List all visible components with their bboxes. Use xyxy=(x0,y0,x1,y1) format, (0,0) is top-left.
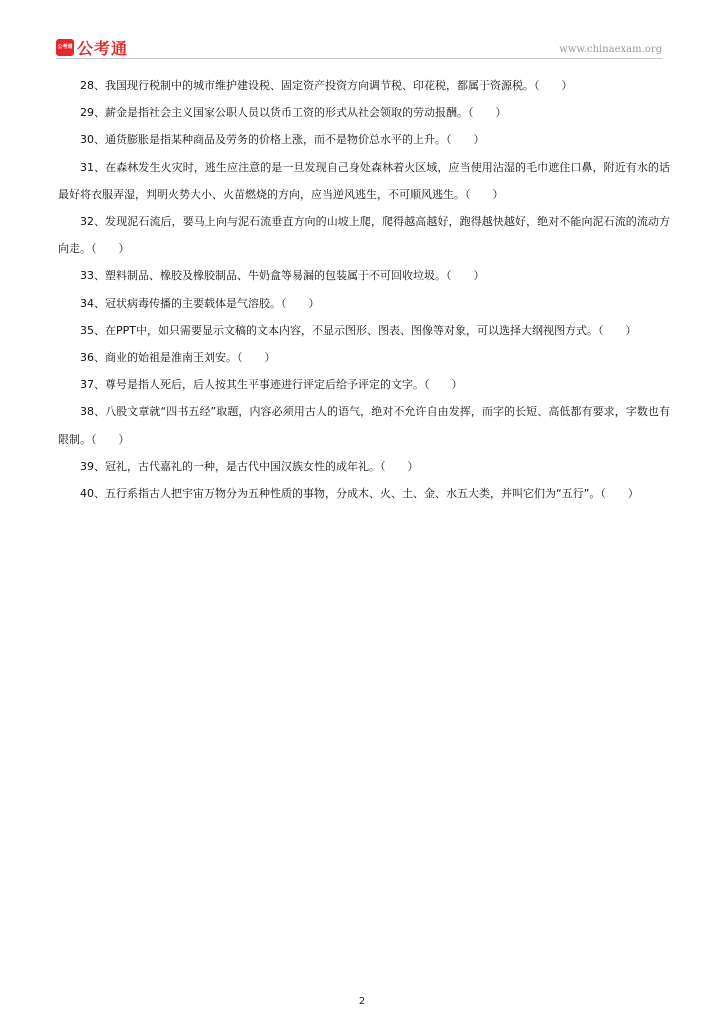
question-item xyxy=(58,480,670,507)
question-item xyxy=(58,453,670,480)
answer-blank: （ ） xyxy=(468,106,507,120)
answer-blank: （ ） xyxy=(446,133,485,147)
question-item xyxy=(58,262,670,289)
question-item xyxy=(58,154,670,208)
question-number: 32、 xyxy=(80,215,106,229)
question-text: 八股文章就“四书五经”取题，内容必须用古人的语气，绝对不允许自由发挥，而字的长短、高低都有要求，字数也有限制。 xyxy=(58,405,670,446)
question-number: 39、 xyxy=(80,459,105,473)
logo-text: 公考通 xyxy=(77,39,129,58)
answer-blank: （ ） xyxy=(597,323,637,337)
question-text: 冠礼，古代嘉礼的一种，是古代中国汉族女性的成年礼。 xyxy=(105,459,380,473)
question-item xyxy=(58,126,670,153)
answer-blank: （ ） xyxy=(534,79,573,92)
question-text: 发现泥石流后，要马上向与泥石流垂直方向的山坡上爬，爬得越高越好，跑得越快越好，绝对不能向泥石流的流动方向走。 xyxy=(58,215,670,256)
answer-blank: （ ） xyxy=(91,242,130,256)
question-number: 35、 xyxy=(80,323,105,337)
question-text: 在PPT中，如只需要显示文稿的文本内容，不显示图形、图表、图像等对象，可以选择大纲视图方式。 xyxy=(105,323,598,337)
question-item xyxy=(58,398,670,452)
question-number: 38、 xyxy=(80,405,106,419)
answer-blank: （ ） xyxy=(465,187,504,201)
question-text: 五行系指古人把宇宙万物分为五种性质的事物，分成木、火、土、金、水五大类，并叫它们为“五行”。 xyxy=(105,487,601,501)
question-number: 29、 xyxy=(80,106,105,120)
question-number: 36、 xyxy=(80,351,105,365)
question-text: 薪金是指社会主义国家公职人员以货币工资的形式从社会领取的劳动报酬。 xyxy=(105,106,468,120)
question-text: 在森林发生火灾时，逃生应注意的是一旦发现自己身处森林着火区域，应当使用沾湿的毛巾遮住口鼻，附近有水的话最好将衣服弄湿，判明火势大小、火苗燃烧的方向，应当逆风逃生，不可顺风逃生。 xyxy=(58,160,670,201)
question-text: 冠状病毒传播的主要载体是气溶胶。 xyxy=(105,296,281,310)
question-text: 商业的始祖是淮南王刘安。 xyxy=(105,351,237,365)
question-item xyxy=(58,208,670,262)
question-number: 31、 xyxy=(80,160,106,174)
logo xyxy=(56,36,128,59)
answer-blank: （ ） xyxy=(424,378,463,392)
answer-blank: （ ） xyxy=(281,296,320,310)
question-item xyxy=(58,371,670,398)
page-number: 2 xyxy=(358,996,366,1007)
question-number: 34、 xyxy=(80,296,105,310)
question-item xyxy=(58,344,670,371)
answer-blank: （ ） xyxy=(446,269,485,283)
question-number: 37、 xyxy=(80,378,105,392)
question-number: 28、 xyxy=(80,79,105,92)
answer-blank: （ ） xyxy=(237,351,276,365)
question-text: 尊号是指人死后，后人按其生平事迹进行评定后给予评定的文字。 xyxy=(105,378,424,392)
logo-badge-icon: 公考通 xyxy=(56,39,74,56)
question-number: 30、 xyxy=(80,133,105,147)
question-list xyxy=(58,72,670,507)
question-item xyxy=(58,317,670,344)
answer-blank: （ ） xyxy=(600,487,639,501)
site-url: www.chinaexam.org xyxy=(559,44,662,55)
question-item xyxy=(58,72,670,99)
question-number: 40、 xyxy=(80,487,105,501)
question-text: 我国现行税制中的城市维护建设税、固定资产投资方向调节税、印花税，都属于资源税。 xyxy=(105,79,534,92)
question-number: 33、 xyxy=(80,269,105,283)
question-text: 通货膨胀是指某种商品及劳务的价格上涨，而不是物价总水平的上升。 xyxy=(105,133,446,147)
page-header xyxy=(56,36,662,60)
answer-blank: （ ） xyxy=(380,459,419,473)
question-text: 塑料制品、橡胶及橡胶制品、牛奶盒等易漏的包装属于不可回收垃圾。 xyxy=(105,269,446,283)
answer-blank: （ ） xyxy=(91,432,130,446)
header-divider xyxy=(56,58,662,59)
question-item xyxy=(58,99,670,126)
question-item xyxy=(58,290,670,317)
